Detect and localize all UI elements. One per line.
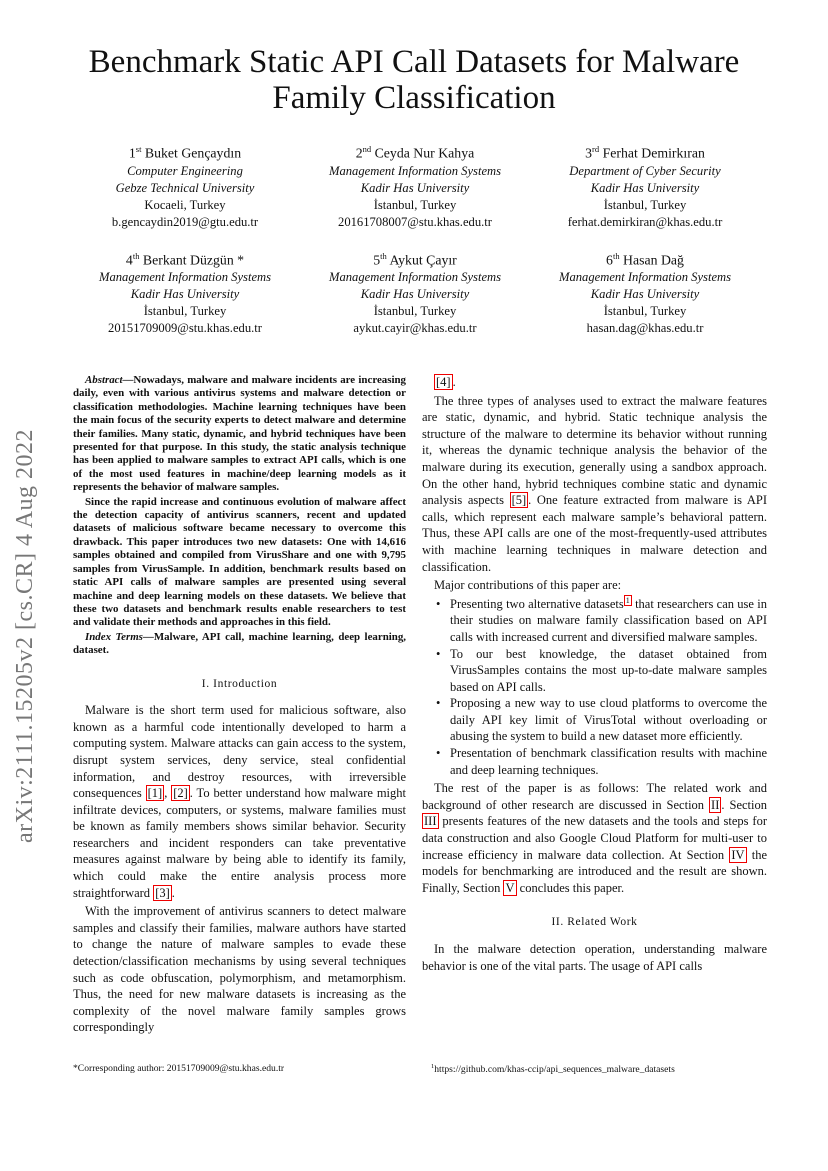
author-4: 4th Berkant Düzgün * Management Information Systems Kadir Has University İstanbul, Turkey 20151709009@stu.khas.edu.tr xyxy=(70,247,300,338)
author-6: 6th Hasan Dağ Management Information Systems Kadir Has University İstanbul, Turkey hasan.dag@khas.edu.tr xyxy=(530,247,760,338)
intro-paragraph-4: Major contributions of this paper are: xyxy=(434,578,622,593)
author-email[interactable]: 20161708007@stu.khas.edu.tr xyxy=(338,214,492,229)
author-name: Buket Gençaydın xyxy=(144,145,242,161)
author-email[interactable]: ferhat.demirkiran@khas.edu.tr xyxy=(567,214,723,229)
author-location: İstanbul, Turkey xyxy=(373,304,457,319)
author-name: Hasan Dağ xyxy=(623,252,684,268)
author-location: Kocaeli, Turkey xyxy=(144,197,226,212)
section-link[interactable]: V xyxy=(505,880,515,895)
citation-link[interactable]: [4] xyxy=(436,375,451,389)
author-location: İstanbul, Turkey xyxy=(603,197,687,212)
author-1: 1st Buket Gençaydın Computer Engineering Gebze Technical University Kocaeli, Turkey b.gencaydin2019@gtu.edu.tr xyxy=(70,140,300,231)
left-column xyxy=(73,374,406,1036)
author-institution: Kadir Has University xyxy=(360,180,470,195)
abstract-p1: —Nowadays, malware and malware incidents are increasing daily, even with various antivirus systems and malware detection or classification methodologies. Machine learning techniques have been the main focus of the security experts to detect malware and determine their families. Many static, dynamic, and hybrid techniques have been presented for that purpose. In this study, the static analysis technique has been applied to malware samples to extract API calls, which is one of the most used features in machine/deep learning models as it represents the behavior of malware samples. xyxy=(73,374,406,494)
citation-link[interactable]: [5] xyxy=(511,493,527,508)
section-link[interactable]: III xyxy=(424,814,437,829)
intro-paragraph-1: Malware is the short term used for malicious software, also known as a harmful code intentionally developed to harm a computing system. Malware attacks can gain access to the system, disrupt system services, deny service, steal confidential information, and destroy resources, with irreversible consequences [1] , [2] . To better understand how malware might infiltrate devices, computers, or systems, malware families must be known as family members shows similar behavior. Security researchers and incident responders can take preventative measures against malware by being able to identify its family, which could make the entire analysis process more straightforward [3] . xyxy=(73,703,406,900)
corresponding-author-footnote: *Corresponding author: 20151709009@stu.khas.edu.tr xyxy=(73,1063,285,1074)
right-column xyxy=(422,374,767,974)
author-institution: Kadir Has University xyxy=(590,287,700,302)
author-email[interactable]: hasan.dag@khas.edu.tr xyxy=(586,321,704,336)
list-item: • Presentation of benchmark classification results with machine and deep learning techniques. xyxy=(422,745,767,778)
contributions-list xyxy=(422,596,767,779)
author-2: 2nd Ceyda Nur Kahya Management Information Systems Kadir Has University İstanbul, Turkey 20161708007@stu.khas.edu.tr xyxy=(300,140,530,231)
author-block xyxy=(70,140,760,353)
author-dept: Management Information Systems xyxy=(328,270,502,285)
section-heading-related-work: II. Related Work xyxy=(551,916,638,929)
author-row-2 xyxy=(70,247,760,338)
author-institution: Kadir Has University xyxy=(590,180,700,195)
author-name: Berkant Düzgün * xyxy=(142,252,245,268)
intro-paragraph-2-end: [4] . xyxy=(436,375,456,389)
author-dept: Computer Engineering xyxy=(127,163,243,178)
author-name: Aykut Çayır xyxy=(389,252,457,268)
author-institution: Kadir Has University xyxy=(360,287,470,302)
list-item: • To our best knowledge, the dataset obtained from VirusSamples contains the most up-to-date malware samples based on API calls. xyxy=(422,646,767,696)
citation-link[interactable]: [1] xyxy=(147,786,163,801)
title-line-1: Benchmark Static API Call Datasets for Malware xyxy=(88,44,740,80)
citation-link[interactable]: [2] xyxy=(173,786,188,801)
author-dept: Management Information Systems xyxy=(328,163,502,178)
section-heading-introduction: I. Introduction xyxy=(201,677,278,690)
author-institution: Gebze Technical University xyxy=(115,180,255,195)
author-location: İstanbul, Turkey xyxy=(143,304,227,319)
abstract-p2: Since the rapid increase and continuous evolution of malware affect the detection capacity of antivirus scanners, recent and updated datasets of malicious software became necessary to overcome this drawback. This paper introduces two new datasets: One with 14,616 samples obtained and compiled from VirusShare and one with 9,795 samples from VirusSample. In addition, benchmark results based on static API calls of malware samples are presented using several machine and deep learning models on these datasets. We believe that these two datasets and benchmark results enable researchers to test and validate their methods and approaches in this field. xyxy=(73,495,406,629)
author-row-1 xyxy=(70,140,760,231)
arxiv-watermark: arXiv:2111.15205v2 [cs.CR] 4 Aug 2022 xyxy=(12,428,38,843)
author-email[interactable]: b.gencaydin2019@gtu.edu.tr xyxy=(111,214,259,229)
repository-link[interactable]: https://github.com/khas-ccip/api_sequences_malware_datasets xyxy=(434,1064,675,1076)
title-line-2: Family Classification xyxy=(272,80,556,116)
section-link[interactable]: IV xyxy=(731,847,745,862)
author-email[interactable]: aykut.cayir@khas.edu.tr xyxy=(353,321,477,336)
intro-paragraph-5: The rest of the paper is as follows: The related work and background of other research are discussed in Section II . Section III presents features of the new datasets and the tools and steps for data construction and also Google Cloud Platform for multi-user to increase efficiency in malware data collection. At Section IV the models for benchmarking are introduced and the result are shown. Finally, Section V concludes this paper. xyxy=(422,781,767,895)
index-terms-label: Index Terms xyxy=(85,630,143,643)
author-name: Ferhat Demirkıran xyxy=(602,145,705,161)
paper-title xyxy=(0,44,828,116)
author-dept: Department of Cyber Security xyxy=(569,163,721,178)
list-item: • Proposing a new way to use cloud platforms to overcome the daily API key limit of VirusTotal without overloading or abusing the system to build a new dataset more efficiently. xyxy=(422,695,767,745)
author-email[interactable]: 20151709009@stu.khas.edu.tr xyxy=(108,321,262,336)
related-work-paragraph-1: In the malware detection operation, understanding malware behavior is one of the vital parts. The usage of API calls xyxy=(422,942,767,973)
author-location: İstanbul, Turkey xyxy=(373,197,457,212)
author-dept: Management Information Systems xyxy=(98,270,272,285)
index-terms: —Malware, API call, machine learning, deep learning, dataset. xyxy=(73,630,407,657)
citation-link[interactable]: [3] xyxy=(155,885,170,900)
author-3: 3rd Ferhat Demirkıran Department of Cyber Security Kadir Has University İstanbul, Turkey ferhat.demirkiran@khas.edu.tr xyxy=(530,140,760,231)
author-5: 5th Aykut Çayır Management Information Systems Kadir Has University İstanbul, Turkey aykut.cayir@khas.edu.tr xyxy=(300,247,530,338)
intro-paragraph-2-start: With the improvement of antivirus scanners to detect malware samples and classify their families, malware authors have started to change the nature of malware samples to evade these detection/classification mechanisms by using several techniques such as code obfuscation, polymorphism, and metamorphism. Thus, the need for new malware datasets is increasing as the complexity of the novel malware family samples grows correspondingly xyxy=(73,904,406,1035)
section-link[interactable]: II xyxy=(711,797,720,812)
list-item: • Presenting two alternative datasets $^1$ that researchers can use in their studies on malware family classification based on API calls with increased current and diversified malware samples. xyxy=(422,596,767,646)
url-footnote: $^1$https://github.com/khas-ccip/api_sequences_malware_datasets xyxy=(431,1063,675,1076)
author-location: İstanbul, Turkey xyxy=(603,304,687,319)
footnote-link[interactable]: 1 xyxy=(625,595,630,605)
author-institution: Kadir Has University xyxy=(130,287,240,302)
author-name: Ceyda Nur Kahya xyxy=(374,145,475,161)
abstract-label: Abstract xyxy=(85,374,123,386)
intro-paragraph-3: The three types of analyses used to extract the malware features are static, dynamic, and hybrid. Static technique analysis the structure of the malware to determine its behavior without running it, whereas the dynamic technique analysis the behavior of the malware during its execution, generally using a sandbox approach. On the other hand, hybrid techniques combine static and dynamic analysis aspects [5] . One feature extracted from malware is API calls, which represent each malware sample’s behavioral pattern. Thus, these API calls are one of the most-frequently-used attributes with machine learning techniques in malware detection and classification. xyxy=(422,393,767,574)
abstract xyxy=(73,374,406,658)
author-dept: Management Information Systems xyxy=(558,270,732,285)
